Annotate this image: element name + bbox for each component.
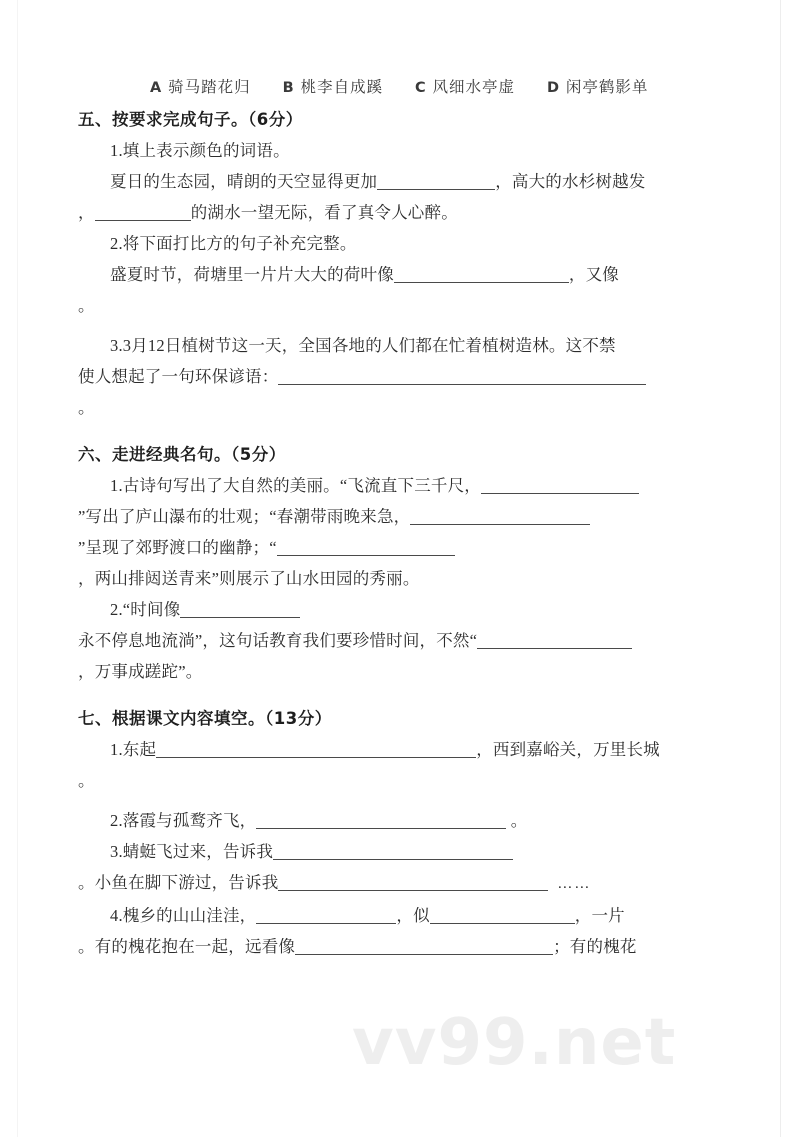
text-before-blank: 永不停息地流淌”，这句话教育我们要珍惜时间，不然“ (78, 631, 478, 650)
text-before-blank: 。有的槐花抱在一起，远看像 (78, 937, 296, 956)
answer-blank[interactable] (377, 174, 495, 190)
option-text-a[interactable]: 骑马踏花归 (168, 78, 251, 96)
text-before-blank: 2.“时间像 (110, 600, 181, 619)
orphan-period: 。 (78, 398, 95, 417)
text-before-blank: 4.槐乡的山山洼洼， (110, 906, 257, 925)
option-letter-a: A (150, 80, 163, 96)
answer-blank[interactable] (95, 205, 191, 221)
text-before-blank: 盛夏时节，荷塘里一片片大大的荷叶像 (110, 265, 394, 284)
text-after-blank: 。 (506, 811, 528, 830)
question-six-1-line-3 (78, 532, 723, 563)
text-before-blank: 使人想起了一句环保谚语： (78, 367, 279, 386)
question-five-3-line-2 (78, 361, 723, 392)
watermark: vv99.net (352, 1006, 677, 1080)
question-five-2-prompt: 2.将下面打比方的句子补充完整。 (110, 234, 357, 253)
answer-blank[interactable] (295, 939, 553, 955)
question-six-1-line-1 (78, 470, 723, 501)
question-five-1-line-2 (78, 197, 723, 228)
text-before-blank: 2.落霞与孤鹜齐飞， (110, 811, 257, 830)
answer-blank[interactable] (410, 509, 590, 525)
text-before-blank: ， (78, 203, 95, 222)
text-after-blank: ；有的槐花 (553, 937, 637, 956)
text-before-blank: 夏日的生态园，晴朗的天空显得更加 (110, 172, 378, 191)
text-after-blank: 的湖水一望无际，看了真令人心醉。 (190, 203, 458, 222)
answer-blank[interactable] (277, 540, 455, 556)
option-text-c[interactable]: 风细水亭虚 (432, 78, 516, 96)
question-seven-4-line-2 (78, 931, 723, 962)
option-text-b[interactable]: 桃李自成蹊 (300, 78, 384, 96)
text-before-blank: 3.蜻蜓飞过来，告诉我 (110, 842, 274, 861)
question-six-1-line-2 (78, 501, 723, 532)
question-seven-3-line-2 (78, 867, 723, 900)
answer-blank[interactable] (156, 742, 476, 758)
multiple-choice-options-row (78, 72, 723, 104)
question-five-3-line-1 (78, 330, 723, 361)
text-after-blank: ，西到嘉峪关，万里长城 (476, 740, 660, 759)
section-heading-seven: 七、根据课文内容填空。（13分） (78, 709, 332, 728)
question-seven-3-line-1 (78, 836, 723, 867)
answer-blank[interactable] (256, 813, 506, 829)
question-seven-4-line-1 (78, 900, 723, 931)
option-text-d[interactable]: 闲亭鹤影单 (565, 78, 649, 96)
answer-blank[interactable] (278, 875, 548, 891)
option-letter-b: B (282, 80, 295, 96)
section-heading-six: 六、走进经典名句。（5分） (78, 445, 286, 464)
spacer (78, 321, 723, 330)
text-before-blank: 1.古诗句写出了大自然的美丽。“飞流直下三千尺， (110, 476, 481, 495)
answer-blank[interactable] (273, 844, 513, 860)
question-six-2-line-2 (78, 625, 723, 656)
question-five-1-prompt: 1.填上表示颜色的词语。 (110, 141, 290, 160)
question-seven-2-line-1 (78, 805, 723, 836)
text-tail: ，一片 (574, 906, 625, 925)
answer-blank[interactable] (256, 908, 396, 924)
orphan-period: 。 (78, 771, 95, 790)
text-after-blank: ，似 (396, 906, 430, 925)
text-before-blank: 。小鱼在脚下游过，告诉我 (78, 873, 279, 892)
option-letter-d: D (546, 80, 560, 96)
answer-blank[interactable] (394, 267, 569, 283)
answer-blank[interactable] (430, 908, 575, 924)
text-before-blank: ”写出了庐山瀑布的壮观；“春潮带雨晚来急， (78, 507, 411, 526)
spacer (78, 796, 723, 805)
spacer (78, 687, 723, 703)
question-five-2-line-1 (78, 259, 723, 290)
orphan-period: 。 (78, 296, 95, 315)
exam-content (78, 72, 723, 962)
question-six-1-line-4: ，两山排闼送青来”则展示了山水田园的秀丽。 (78, 569, 420, 588)
text-after-blank: ，高大的水杉树越发 (495, 172, 646, 191)
answer-blank[interactable] (477, 633, 632, 649)
section-heading-five: 五、按要求完成句子。（6分） (78, 110, 303, 129)
question-seven-1-line-1 (78, 734, 723, 765)
option-letter-c: C (414, 80, 427, 96)
question-six-2-line-1 (78, 594, 723, 625)
text-after-blank: ，又像 (568, 265, 620, 284)
answer-blank[interactable] (278, 369, 646, 385)
answer-blank[interactable] (481, 478, 639, 494)
question-five-1-line-1 (78, 166, 723, 197)
ellipsis: …… (557, 876, 592, 892)
text-before-blank: 3.3月12日植树节这一天，全国各地的人们都在忙着植树造林。这不禁 (110, 336, 616, 355)
answer-blank[interactable] (180, 602, 300, 618)
text-before-blank: ”呈现了郊野渡口的幽静；“ (78, 538, 277, 557)
question-six-2-line-3: ，万事成蹉跎”。 (78, 662, 203, 681)
spacer (78, 423, 723, 439)
text-before-blank: 1.东起 (110, 740, 157, 759)
